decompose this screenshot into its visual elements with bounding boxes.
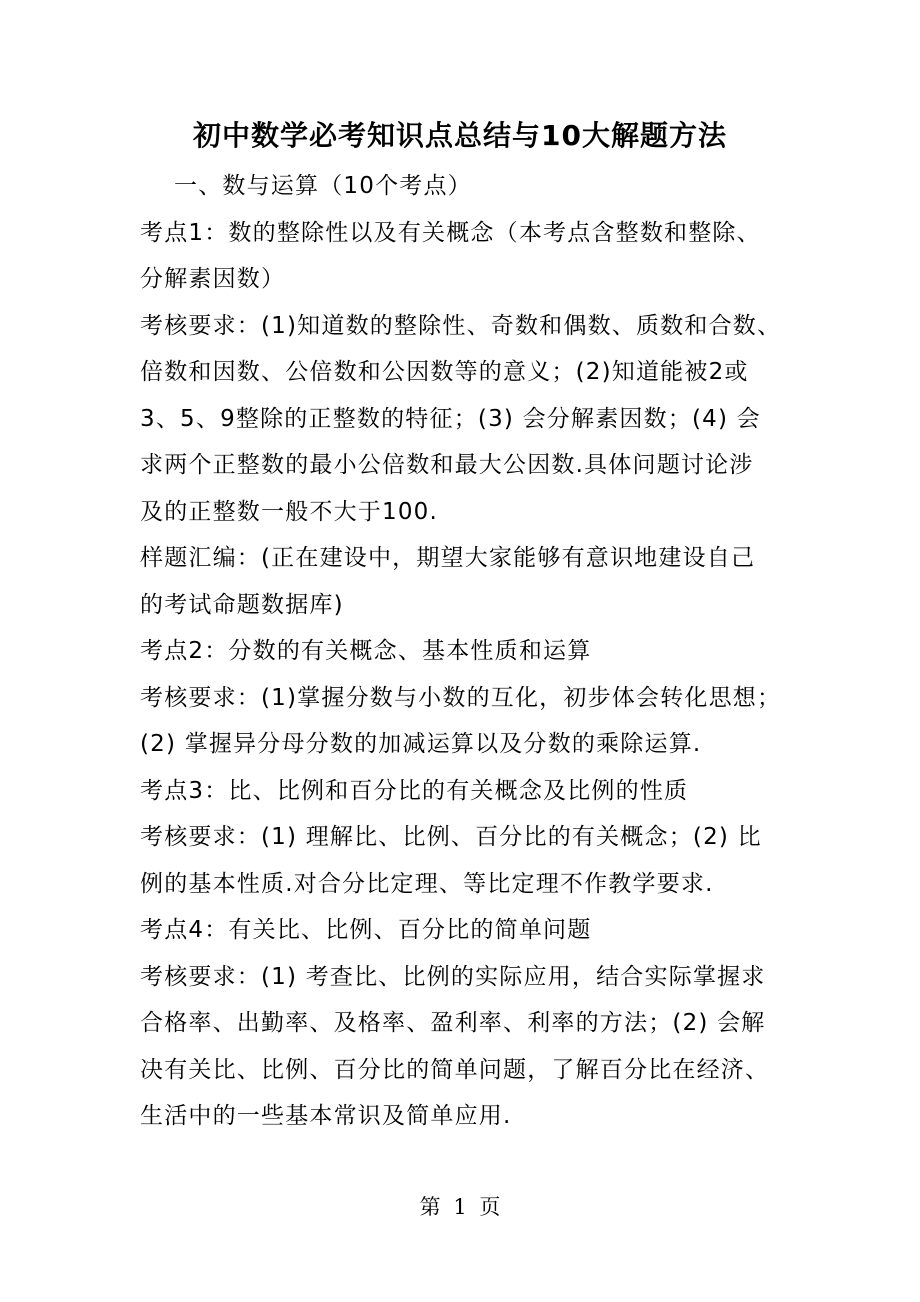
- text-line: (2) 掌握异分母分数的加减运算以及分数的乘除运算.: [140, 731, 702, 757]
- page-number: 第 1 页: [419, 1195, 501, 1219]
- document-body: [140, 163, 785, 1140]
- text-line: 考核要求：(1)知道数的整除性、奇数和偶数、质数和合数、: [140, 312, 782, 339]
- text-line: 考点3：比、比例和百分比的有关概念及比例的性质: [140, 777, 689, 804]
- document-title: 初中数学必考知识点总结与10大解题方法: [193, 119, 727, 152]
- text-line: 例的基本性质.对合分比定理、等比定理不作教学要求.: [140, 870, 714, 897]
- section-heading: 一、数与运算（10个考点）: [174, 173, 472, 199]
- text-line: 的考试命题数据库): [140, 591, 344, 618]
- text-line: 求两个正整数的最小公倍数和最大公因数.具体问题讨论涉: [140, 452, 754, 478]
- text-line: 考核要求：(1)掌握分数与小数的互化，初步体会转化思想；: [140, 684, 782, 711]
- text-line: 考点2：分数的有关概念、基本性质和运算: [140, 638, 592, 664]
- text-line: 分解素因数）: [140, 266, 286, 292]
- text-line: 样题汇编：(正在建设中，期望大家能够有意识地建设自己: [140, 545, 756, 571]
- text-line: 考核要求：(1) 考查比、比例的实际应用，结合实际掌握求: [140, 963, 766, 990]
- text-line: 合格率、出勤率、及格率、盈利率、利率的方法；(2) 会解: [140, 1010, 766, 1036]
- text-line: 3、5、9整除的正整数的特征；(3) 会分解素因数；(4) 会: [140, 405, 761, 432]
- text-line: 及的正整数一般不大于100.: [140, 498, 439, 525]
- text-line: 决有关比、比例、百分比的简单问题，了解百分比在经济、: [140, 1056, 770, 1083]
- text-line: 生活中的一些基本常识及简单应用.: [140, 1103, 512, 1129]
- text-line: 考核要求：(1) 理解比、比例、百分比的有关概念；(2) 比: [140, 824, 762, 850]
- text-line: 倍数和因数、公倍数和公因数等的意义；(2)知道能被2或: [140, 359, 749, 385]
- text-line: 考点1：数的整除性以及有关概念（本考点含整数和整除、: [140, 219, 761, 246]
- text-line: 考点4：有关比、比例、百分比的简单问题: [140, 917, 592, 943]
